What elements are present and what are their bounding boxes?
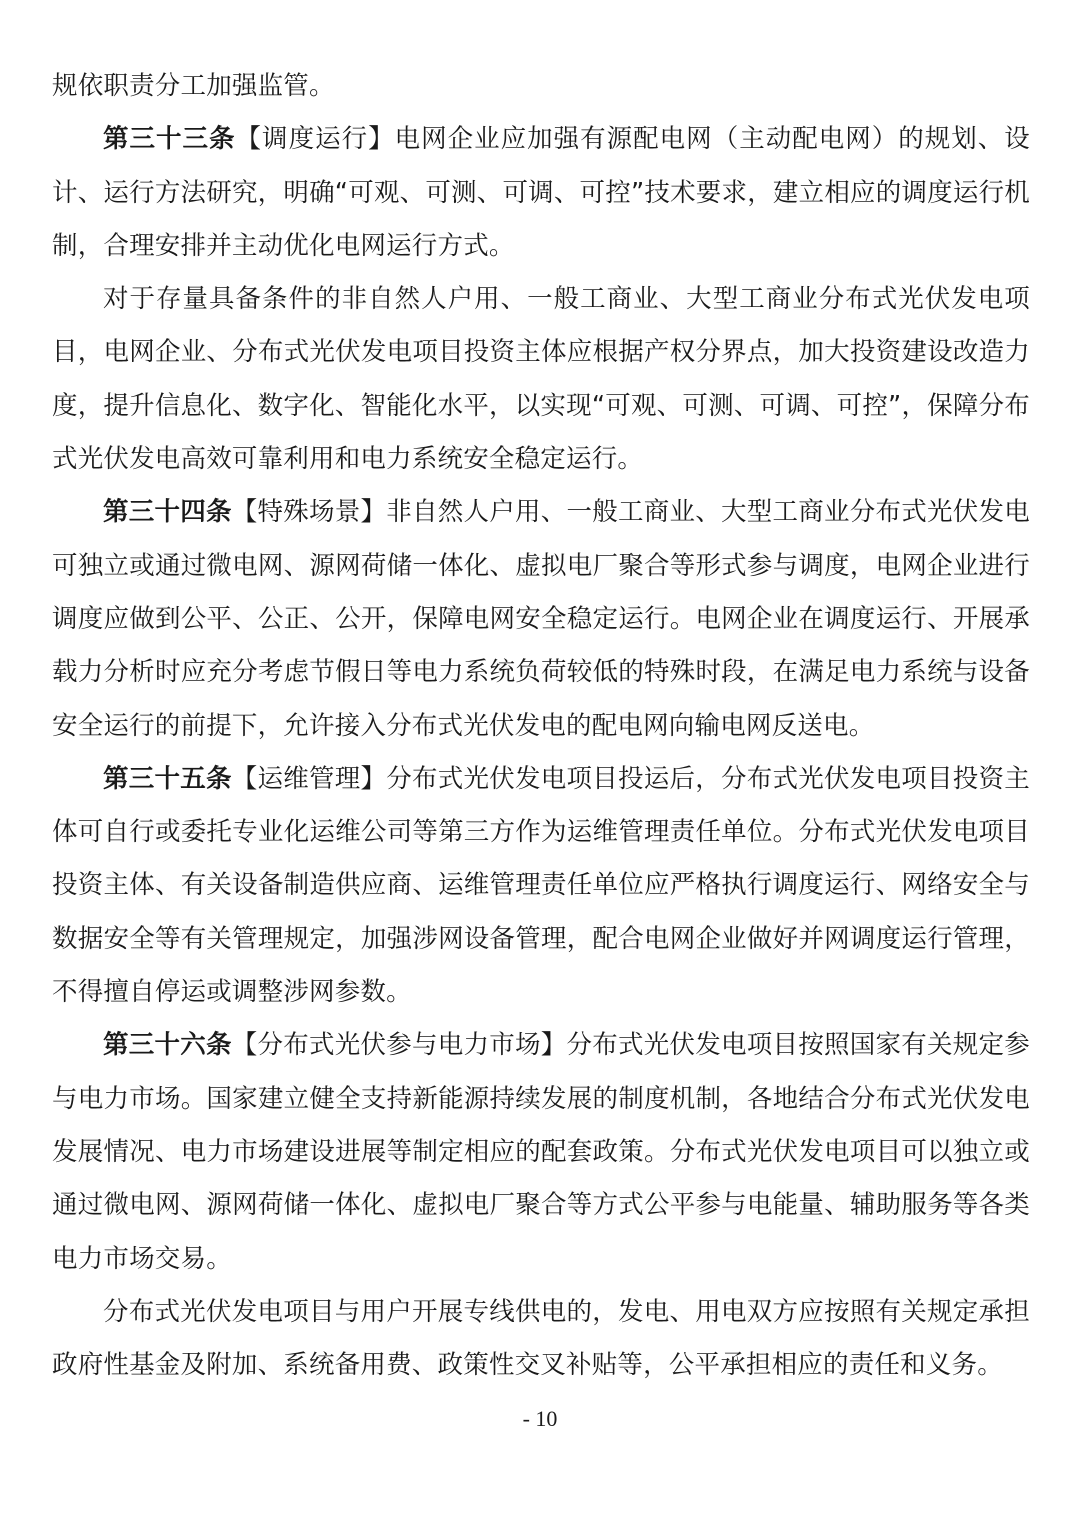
article-35-text: 【运维管理】分布式光伏发电项目投运后，分布式光伏发电项目投资主体可自行或委托专业化运维公司等第三方作为运维管理责任单位。分布式光伏发电项目投资主体、有关设备制造供应商、运维管理责任单位应严格执行调度运行、网络安全与数据安全等有关管理规定，加强涉网设备管理，配合电网企业做好并网调度运行管理，不得擅自停运或调整涉网参数。 xyxy=(52,763,1030,1008)
article-36-heading: 第三十六条 xyxy=(103,1030,232,1061)
article-36-paragraph xyxy=(52,1019,1030,1285)
article-34-paragraph xyxy=(52,486,1030,752)
article-33-paragraph xyxy=(52,113,1030,273)
article-34-heading: 第三十四条 xyxy=(103,497,232,528)
article-36-paragraph-2 xyxy=(52,1286,1030,1393)
paragraph-text: 分布式光伏发电项目与用户开展专线供电的，发电、用电双方应按照有关规定承担政府性基金及附加、系统备用费、政策性交叉补贴等，公平承担相应的责任和义务。 xyxy=(52,1296,1030,1381)
article-33-text: 【调度运行】电网企业应加强有源配电网（主动配电网）的规划、设计、运行方法研究，明确“可观、可测、可调、可控”技术要求，建立相应的调度运行机制，合理安排并主动优化电网运行方式。 xyxy=(52,124,1030,261)
article-33-paragraph-2 xyxy=(52,273,1030,486)
article-34-text: 【特殊场景】非自然人户用、一般工商业、大型工商业分布式光伏发电可独立或通过微电网、源网荷储一体化、虚拟电厂聚合等形式参与调度，电网企业进行调度应做到公平、公正、公开，保障电网安全稳定运行。电网企业在调度运行、开展承载力分析时应充分考虑节假日等电力系统负荷较低的特殊时段，在满足电力系统与设备安全运行的前提下，允许接入分布式光伏发电的配电网向输电网反送电。 xyxy=(52,497,1030,741)
document-body xyxy=(52,60,1030,1392)
paragraph-continuation xyxy=(52,60,1030,113)
article-35-paragraph xyxy=(52,753,1030,1019)
article-35-heading: 第三十五条 xyxy=(103,763,232,794)
page-number: - 10 xyxy=(522,1406,558,1431)
paragraph-text: 规依职责分工加强监管。 xyxy=(52,71,335,101)
paragraph-text: 对于存量具备条件的非自然人户用、一般工商业、大型工商业分布式光伏发电项目，电网企业、分布式光伏发电项目投资主体应根据产权分界点，加大投资建设改造力度，提升信息化、数字化、智能化水平，以实现“可观、可测、可调、可控”，保障分布式光伏发电高效可靠利用和电力系统安全稳定运行。 xyxy=(52,284,1030,475)
article-33-heading: 第三十三条 xyxy=(103,124,236,155)
article-36-text: 【分布式光伏参与电力市场】分布式光伏发电项目按照国家有关规定参与电力市场。国家建立健全支持新能源持续发展的制度机制，各地结合分布式光伏发电发展情况、电力市场建设进展等制定相应的配套政策。分布式光伏发电项目可以独立或通过微电网、源网荷储一体化、虚拟电厂聚合等方式公平参与电能量、辅助服务等各类电力市场交易。 xyxy=(52,1030,1030,1274)
